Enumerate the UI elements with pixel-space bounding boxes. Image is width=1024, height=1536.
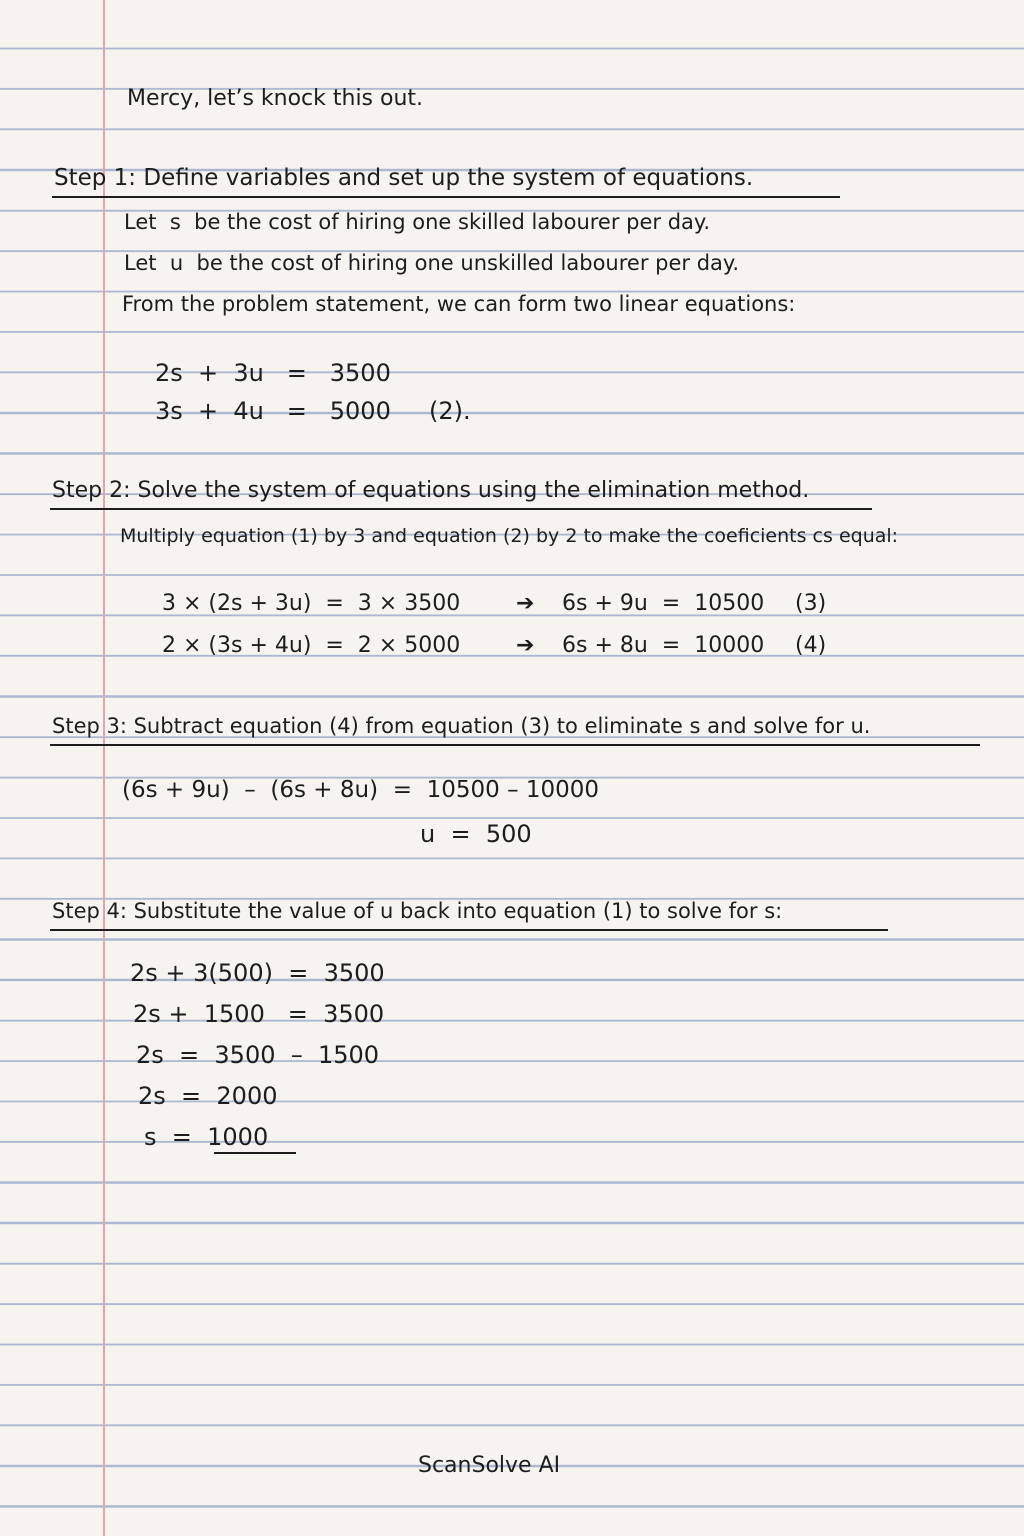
- step2-line: Multiply equation (1) by 3 and equation (2) by 2 to make the coeficients cs equal:: [120, 525, 899, 547]
- step2-row2-arrow: ➔: [516, 633, 535, 658]
- step2-row2-tag: (4): [795, 633, 827, 658]
- step2-row1-right: 6s + 9u = 10500: [562, 591, 765, 616]
- step3-equation-1: (6s + 9u) – (6s + 8u) = 10500 – 10000: [122, 777, 600, 803]
- step1-equation-1: 2s + 3u = 3500: [155, 359, 391, 387]
- step1-line-2: Let u be the cost of hiring one unskilled labourer per day.: [124, 251, 740, 275]
- step1-line-3: From the problem statement, we can form two linear equations:: [122, 292, 796, 316]
- step2-row2-left: 2 × (3s + 4u) = 2 × 5000: [162, 633, 461, 658]
- step2-underline: [50, 508, 872, 510]
- step4-line-3: 2s = 3500 – 1500: [136, 1041, 380, 1069]
- step3-underline: [50, 744, 980, 746]
- step1-heading: Step 1: Define variables and set up the system of equations.: [54, 165, 754, 191]
- step1-equation-2: 3s + 4u = 5000 (2).: [155, 397, 471, 425]
- greeting: Mercy, let’s knock this out.: [127, 86, 424, 111]
- step4-line-2: 2s + 1500 = 3500: [133, 1000, 385, 1028]
- step1-line-1: Let s be the cost of hiring one skilled labourer per day.: [124, 210, 711, 234]
- step3-heading: Step 3: Subtract equation (4) from equation (3) to eliminate s and solve for u.: [52, 714, 871, 738]
- step4-heading: Step 4: Substitute the value of u back into equation (1) to solve for s:: [52, 899, 783, 923]
- step2-row1-tag: (3): [795, 591, 827, 616]
- margin-line: [103, 0, 105, 1536]
- step4-answer-underline: [214, 1152, 296, 1154]
- step4-line-4: 2s = 2000: [138, 1082, 278, 1110]
- step4-line-5: s = 1000: [144, 1123, 269, 1151]
- step1-underline: [52, 196, 840, 198]
- step2-row2-right: 6s + 8u = 10000: [562, 633, 765, 658]
- step4-line-1: 2s + 3(500) = 3500: [130, 959, 385, 987]
- step2-heading: Step 2: Solve the system of equations using the elimination method.: [52, 478, 810, 503]
- step2-row1-left: 3 × (2s + 3u) = 3 × 3500: [162, 591, 461, 616]
- footer-brand: ScanSolve AI: [418, 1453, 561, 1478]
- step4-underline: [50, 929, 888, 931]
- step3-equation-2: u = 500: [420, 820, 532, 848]
- step2-row1-arrow: ➔: [516, 591, 535, 616]
